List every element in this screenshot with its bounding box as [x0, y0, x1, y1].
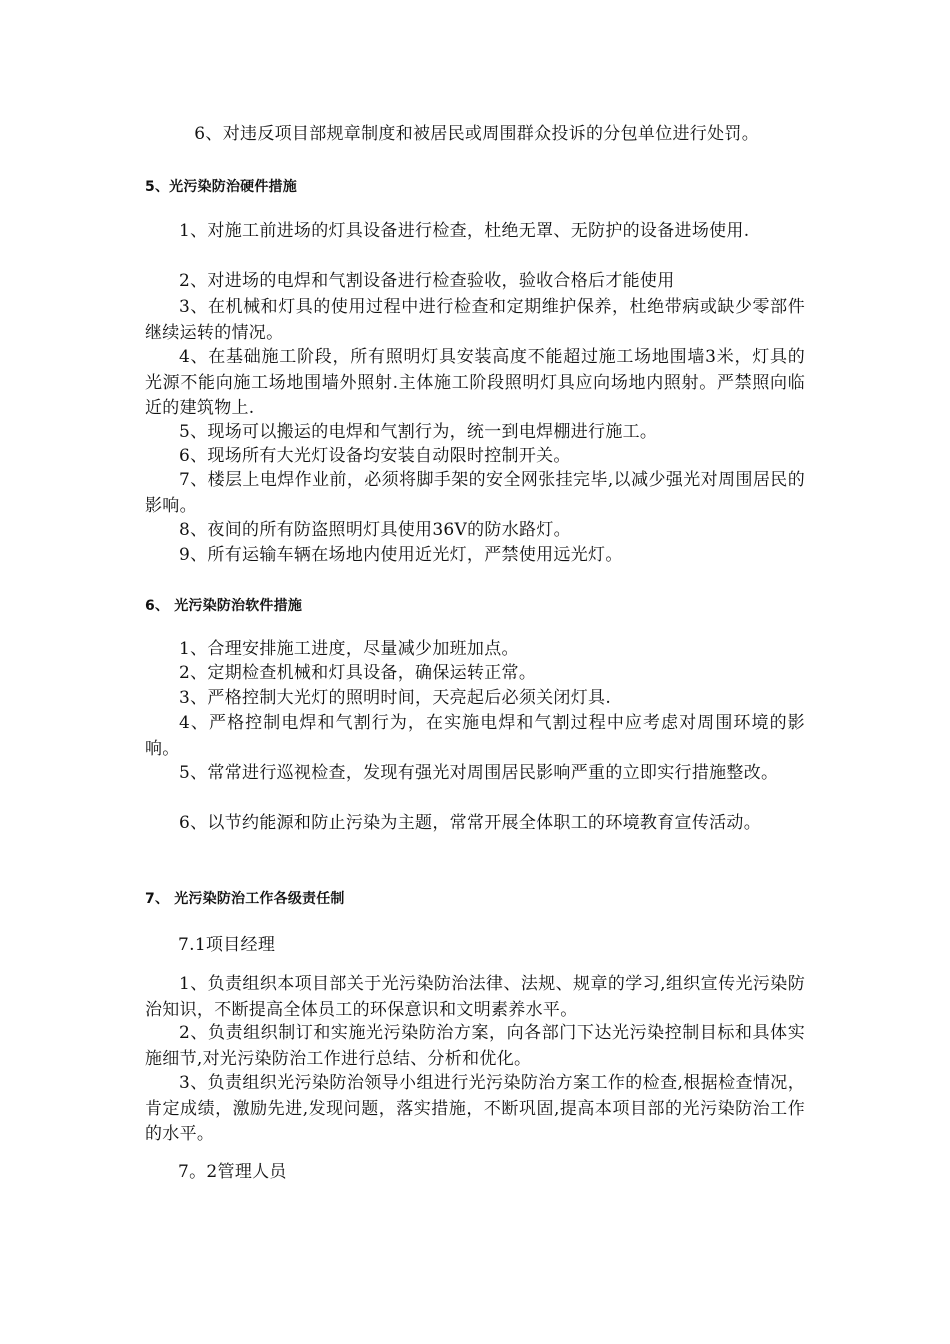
subheading-7-1: 7.1项目经理: [178, 935, 276, 955]
section-5-item-8: 8、夜间的所有防盗照明灯具使用36V的防水路灯。: [179, 520, 571, 540]
section-6-heading: 6、 光污染防治软件措施: [145, 598, 303, 614]
intro-paragraph: 6、对违反项目部规章制度和被居民或周围群众投诉的分包单位进行处罚。: [194, 124, 760, 144]
section-5-item-1: 1、对施工前进场的灯具设备进行检查，杜绝无罩、无防护的设备进场使用.: [179, 221, 750, 241]
section-6-item-6: 6、以节约能源和防止污染为主题，常常开展全体职工的环境教育宣传活动。: [179, 813, 762, 833]
section-5-item-9: 9、所有运输车辆在场地内使用近光灯，严禁使用远光灯。: [179, 545, 623, 565]
section-5-item-6: 6、现场所有大光灯设备均安装自动限时控制开关。: [179, 446, 571, 466]
section-7-item-1: 1、负责组织本项目部关于光污染防治法律、法规、规章的学习,组织宣传光污染防治知识，不断提高全体员工的环保意识和文明素养水平。: [145, 974, 805, 1020]
section-5-heading: 5、光污染防治硬件措施: [145, 179, 297, 195]
section-7-item-2: 2、负责组织制订和实施光污染防治方案，向各部门下达光污染控制目标和具体实施细节,对光污染防治工作进行总结、分析和优化。: [145, 1023, 805, 1069]
section-5-item-4: 4、在基础施工阶段，所有照明灯具安装高度不能超过施工场地围墙3米，灯具的光源不能向施工场地围墙外照射.主体施工阶段照明灯具应向场地内照射。严禁照向临近的建筑物上.: [145, 347, 805, 418]
section-7-heading: 7、 光污染防治工作各级责任制: [145, 891, 345, 907]
section-5-item-5: 5、现场可以搬运的电焊和气割行为，统一到电焊棚进行施工。: [179, 422, 658, 442]
section-6-item-1: 1、合理安排施工进度，尽量减少加班加点。: [179, 639, 519, 659]
section-6-item-2: 2、定期检查机械和灯具设备，确保运转正常。: [179, 663, 537, 683]
section-5-item-7: 7、楼层上电焊作业前，必须将脚手架的安全网张挂完毕,以减少强光对周围居民的影响。: [145, 470, 805, 516]
section-6-item-5: 5、常常进行巡视检查，发现有强光对周围居民影响严重的立即实行措施整改。: [179, 763, 779, 783]
section-5-item-3: 3、在机械和灯具的使用过程中进行检查和定期维护保养，杜绝带病或缺少零部件继续运转的情况。: [145, 297, 805, 343]
subheading-7-2: 7。2管理人员: [178, 1162, 287, 1182]
section-6-item-3: 3、严格控制大光灯的照明时间，天亮起后必须关闭灯具.: [179, 688, 612, 708]
section-7-item-3: 3、负责组织光污染防治领导小组进行光污染防治方案工作的检查,根据检查情况，肯定成绩，激励先进,发现问题，落实措施，不断巩固,提高本项目部的光污染防治工作的水平。: [145, 1073, 805, 1144]
section-5-item-2: 2、对进场的电焊和气割设备进行检查验收，验收合格后才能使用: [179, 271, 675, 291]
section-6-item-4: 4、严格控制电焊和气割行为，在实施电焊和气割过程中应考虑对周围环境的影响。: [145, 713, 805, 759]
